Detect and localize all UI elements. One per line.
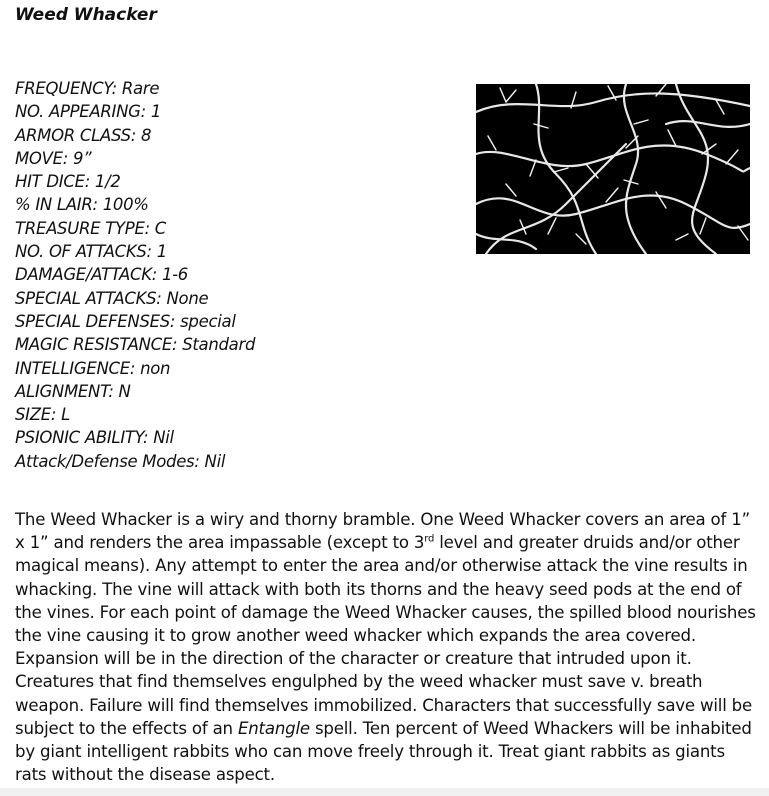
stat-line: FREQUENCY: Rare <box>15 79 160 98</box>
stat-line: MAGIC RESISTANCE: Standard <box>15 335 256 355</box>
description-paragraph <box>15 508 760 786</box>
page-title: Weed Whacker <box>15 5 157 25</box>
description-text: spell. Ten percent of Weed Whackers will be inhabited by giant intelligent rabbits who can move freely through it. Treat giant rabbits as giants rats without the disease aspect. <box>15 718 752 785</box>
thorny-vines-picture <box>476 84 750 254</box>
stat-line: TREASURE TYPE: C <box>15 218 166 238</box>
stat-line: SIZE: L <box>15 405 70 425</box>
description-text: The Weed Whacker is a wiry and thorny bramble. One Weed Whacker covers an area of 1” x 1” and renders the area impassable (except to 3 <box>15 510 750 553</box>
stat-line: Attack/Defense Modes: Nil <box>15 451 226 471</box>
stat-line: % IN LAIR: 100% <box>15 195 149 215</box>
stat-line: NO. OF ATTACKS: 1 <box>15 242 167 262</box>
stat-line: ALIGNMENT: N <box>15 381 131 401</box>
spell-name: Entangle <box>237 718 310 738</box>
stat-line: MOVE: 9” <box>15 148 92 168</box>
stat-line: NO. APPEARING: 1 <box>15 102 162 122</box>
ordinal-suffix: rd <box>424 533 435 545</box>
stat-block <box>15 77 255 473</box>
stat-line: DAMAGE/ATTACK: 1-6 <box>15 265 188 285</box>
stat-line: HIT DICE: 1/2 <box>15 172 121 192</box>
stat-line: SPECIAL DEFENSES: special <box>15 311 236 331</box>
stat-line: INTELLIGENCE: non <box>15 358 171 378</box>
stat-line: PSIONIC ABILITY: Nil <box>15 428 174 448</box>
stat-line: ARMOR CLASS: 8 <box>15 125 152 145</box>
description-text: level and greater druids and/or other magical means). Any attempt to enter the area and/or otherwise attack the vine results in whacking. The vine will attack with both its thorns and the heavy seed pods at the end of the vines. For each point of damage the Weed Whacker causes, the spilled blood nourishes the vine causing it to grow another weed whacker which expands the area covered. Expansion will be in the direction of the character or creature that intruded upon it. Creatures that find themselves engulphed by the weed whacker must save v. breath weapon. Failure will find themselves immobilized. Characters that successfully save will be subject to the effects of an <box>15 533 756 738</box>
bottom-edge <box>0 788 769 796</box>
stat-line: SPECIAL ATTACKS: None <box>15 288 209 308</box>
